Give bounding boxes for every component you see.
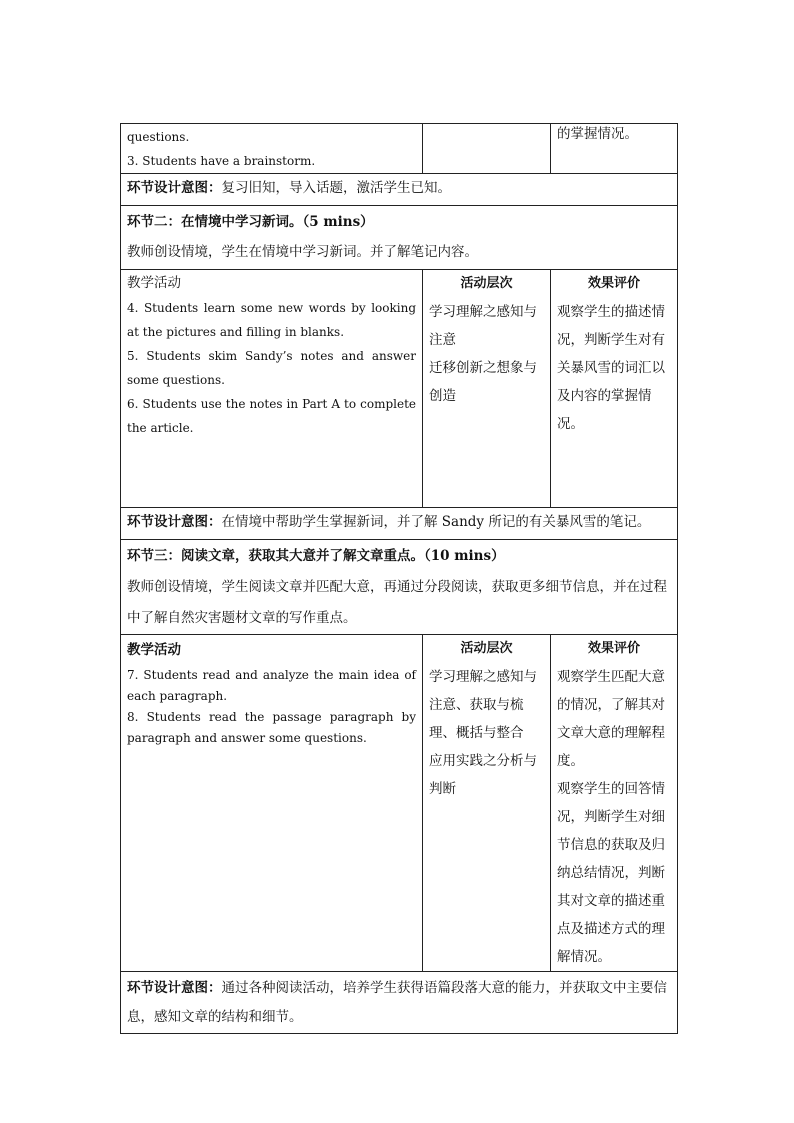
activity-cell — [121, 270, 423, 508]
eval-cell — [551, 635, 678, 972]
design-intent-row — [121, 972, 678, 1034]
section-title: 环节二：在情境中学习新词。（5 mins） — [127, 214, 374, 230]
activity-row — [121, 635, 678, 972]
level-item: 学习理解之感知与注意、获取与梳理、概括与整合 — [429, 669, 537, 741]
level-cell — [423, 635, 551, 972]
eval-cell — [551, 270, 678, 508]
activity-line: questions. — [127, 130, 190, 144]
design-intent-row — [121, 508, 678, 540]
design-intent-row — [121, 174, 678, 206]
design-intent-label: 环节设计意图： — [127, 180, 222, 196]
section-row — [121, 206, 678, 270]
design-intent-cell — [121, 174, 678, 206]
lesson-plan-table — [120, 123, 678, 1034]
continuation-row — [121, 124, 678, 174]
level-header: 活动层次 — [460, 276, 513, 291]
section-title: 环节三：阅读文章，获取其大意并了解文章重点。（10 mins） — [127, 548, 505, 564]
design-intent-text: 通过各种阅读活动，培养学生获得语篇段落大意的能力，并获取文中主要信息，感知文章的结构和细节。 — [127, 980, 667, 1025]
level-item: 迁移创新之想象与创造 — [429, 360, 537, 404]
section-cell — [121, 540, 678, 635]
eval-cell — [551, 124, 678, 174]
section-description: 教师创设情境，学生阅读文章并匹配大意，再通过分段阅读，获取更多细节信息，并在过程中了解自然灾害题材文章的写作重点。 — [127, 579, 667, 626]
design-intent-label: 环节设计意图： — [127, 514, 222, 530]
activity-line: 3. Students have a brainstorm. — [127, 154, 316, 168]
eval-text: 观察学生的回答情况，判断学生对细节信息的获取及归纳总结情况，判断其对文章的描述重点及描述方式的理解情况。 — [557, 781, 665, 965]
design-intent-cell — [121, 508, 678, 540]
eval-header: 效果评价 — [587, 276, 640, 291]
activity-cell — [121, 124, 423, 174]
level-cell — [423, 124, 551, 174]
section-description: 教师创设情境，学生在情境中学习新词。并了解笔记内容。 — [127, 244, 478, 260]
activity-item: 4. Students learn some new words by looking at the pictures and filling in blanks. — [127, 301, 416, 339]
activity-header: 教学活动 — [127, 275, 181, 291]
level-item: 学习理解之感知与注意 — [429, 304, 537, 348]
activity-item: 7. Students read and analyze the main idea of each paragraph. — [127, 668, 416, 703]
design-intent-label: 环节设计意图： — [127, 980, 222, 996]
activity-header: 教学活动 — [127, 642, 181, 658]
activity-cell — [121, 635, 423, 972]
section-cell — [121, 206, 678, 270]
activity-item: 8. Students read the passage paragraph by paragraph and answer some questions. — [127, 710, 416, 745]
eval-text: 观察学生匹配大意的情况，了解其对文章大意的理解程度。 — [557, 669, 665, 769]
design-intent-cell — [121, 972, 678, 1034]
level-cell — [423, 270, 551, 508]
eval-header: 效果评价 — [587, 641, 640, 656]
activity-item: 6. Students use the notes in Part A to complete the article. — [127, 397, 416, 435]
activity-row — [121, 270, 678, 508]
section-row — [121, 540, 678, 635]
activity-item: 5. Students skim Sandy’s notes and answer some questions. — [127, 349, 416, 387]
eval-text: 观察学生的描述情况，判断学生对有关暴风雪的词汇以及内容的掌握情况。 — [557, 304, 665, 432]
level-item: 应用实践之分析与判断 — [429, 753, 537, 797]
eval-text: 的掌握情况。 — [557, 126, 638, 142]
design-intent-text: 在情境中帮助学生掌握新词，并了解 Sandy 所记的有关暴风雪的笔记。 — [221, 514, 651, 530]
design-intent-text: 复习旧知，导入话题，激活学生已知。 — [221, 180, 451, 196]
level-header: 活动层次 — [460, 641, 513, 656]
